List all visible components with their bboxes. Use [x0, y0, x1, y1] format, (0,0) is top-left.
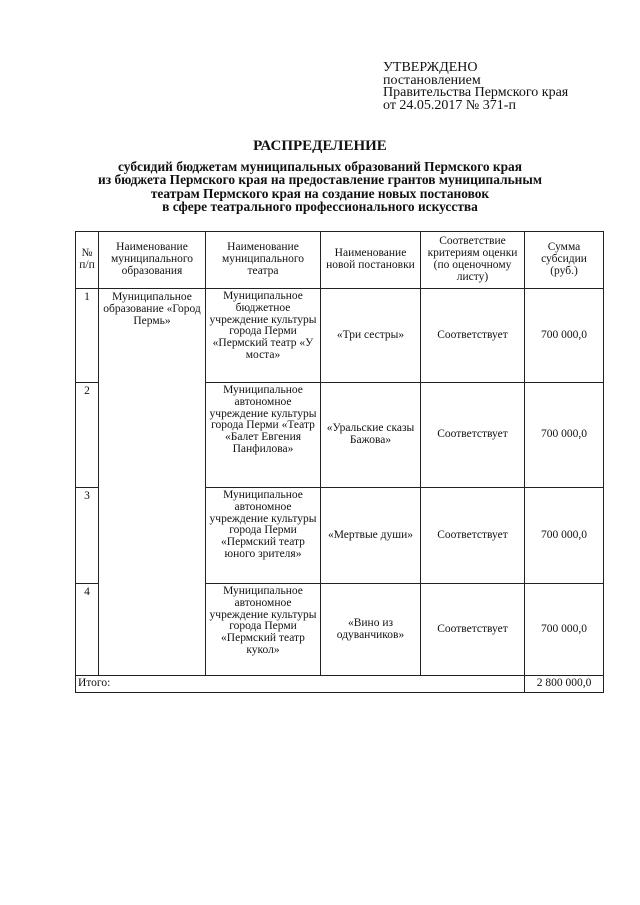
total-sum: 2 800 000,0 [525, 676, 604, 693]
sum-cell: 700 000,0 [525, 584, 604, 676]
sum-cell: 700 000,0 [525, 383, 604, 488]
theatre-cell: Муниципальное автономное учреждение культуры города Перми «Пермский театр кукол» [206, 584, 321, 676]
row-number: 3 [76, 488, 99, 584]
approval-stamp [383, 62, 623, 112]
total-row [76, 676, 604, 693]
total-label: Итого: [76, 676, 525, 693]
play-cell: «Вино из одуванчиков» [321, 584, 421, 676]
criteria-cell: Соответствует [421, 584, 525, 676]
sum-cell: 700 000,0 [525, 289, 604, 383]
row-number: 2 [76, 383, 99, 488]
municipality-cell: Муниципальное образование «Город Пермь» [99, 289, 206, 676]
document-subtitle [60, 160, 580, 214]
table-header-row [76, 232, 604, 289]
theatre-cell: Муниципальное автономное учреждение культуры города Перми «Театр «Балет Евгения Панфилова» [206, 383, 321, 488]
header-play: Наименование новой постановки [321, 232, 421, 289]
subtitle-line-4: в сфере театрального профессионального искусства [162, 199, 478, 215]
subtitle-line-1: субсидий бюджетам муниципальных образований Пермского края [118, 159, 522, 174]
approval-line-1: УТВЕРЖДЕНО [383, 60, 478, 75]
sum-cell: 700 000,0 [525, 488, 604, 584]
approval-line-3: Правительства Пермского края [383, 85, 569, 100]
subtitle-line-2: из бюджета Пермского края на предоставление грантов муниципальным [98, 172, 542, 188]
play-cell: «Мертвые души» [321, 488, 421, 584]
approval-line-2: постановлением [383, 72, 481, 88]
subtitle-line-3: театрам Пермского края на создание новых постановок [150, 185, 490, 201]
criteria-cell: Соответствует [421, 488, 525, 584]
criteria-cell: Соответствует [421, 289, 525, 383]
play-cell: «Три сестры» [321, 289, 421, 383]
theatre-cell: Муниципальное бюджетное учреждение культуры города Перми «Пермский театр «У моста» [206, 289, 321, 383]
table-row [76, 289, 604, 383]
theatre-cell: Муниципальное автономное учреждение культуры города Перми «Пермский театр юного зрителя» [206, 488, 321, 584]
row-number: 4 [76, 584, 99, 676]
header-municipality: Наименование муниципального образования [99, 232, 206, 289]
row-number: 1 [76, 289, 99, 383]
criteria-cell: Соответствует [421, 383, 525, 488]
distribution-table [75, 231, 604, 693]
play-cell: «Уральские сказы Бажова» [321, 383, 421, 488]
header-criteria: Соответствие критериям оценки (по оценочному листу) [421, 232, 525, 289]
header-number: № п/п [76, 232, 99, 289]
header-sum: Сумма субсидии (руб.) [525, 232, 604, 289]
header-theatre: Наименование муниципального театра [206, 232, 321, 289]
approval-line-4: от 24.05.2017 № 371-п [383, 97, 516, 113]
document-title: РАСПРЕДЕЛЕНИЕ [253, 138, 387, 154]
